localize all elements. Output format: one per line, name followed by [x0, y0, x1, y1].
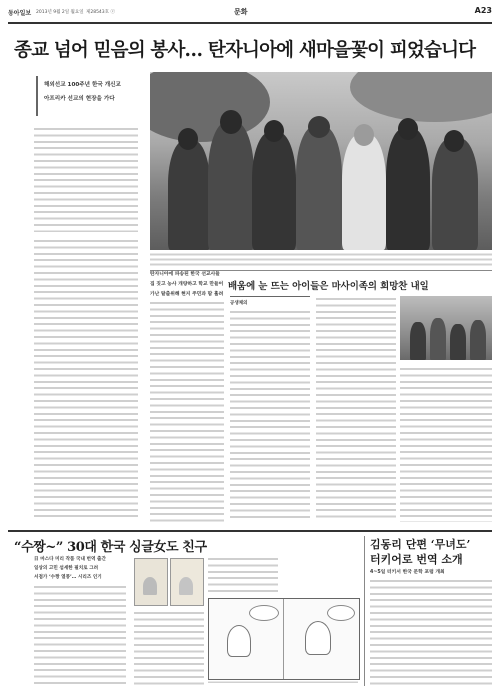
body-text-col2 — [150, 300, 224, 522]
bottom-left-text-col1 — [34, 584, 126, 686]
photo-caption — [150, 252, 492, 266]
comic-panel-divider — [283, 599, 284, 679]
sidebar-text — [230, 309, 310, 521]
comic-speech-bubble — [327, 605, 355, 621]
comic-strip — [208, 598, 360, 680]
bottom-left-deck — [34, 556, 126, 580]
body-text-col4 — [316, 296, 396, 522]
bottom-right-headline-1: 김동리 단편 ‘무녀도’ — [370, 538, 471, 551]
photo-person — [410, 322, 426, 360]
photo-person — [342, 134, 386, 250]
main-photo — [150, 72, 492, 250]
book-cover — [134, 558, 168, 606]
masthead-rule — [8, 22, 492, 24]
bottom-left-text-col2 — [134, 610, 204, 686]
photo-person — [432, 138, 478, 250]
photo-person-head — [398, 118, 418, 140]
comic-figure — [227, 625, 251, 657]
photo-person — [430, 318, 446, 360]
comic-figure — [305, 621, 331, 655]
comic-caption — [208, 680, 358, 686]
photo-tree — [150, 72, 270, 142]
photo-tree — [350, 72, 492, 122]
bottom-column-divider — [364, 536, 365, 686]
photo-person — [386, 128, 430, 250]
photo-person — [208, 122, 254, 250]
body-text-col1a — [34, 126, 138, 232]
side-deck-line3: 가난 탈출위해 현지 주민과 땀 흘려 — [150, 292, 224, 297]
photo-person-head — [178, 128, 198, 150]
photo-person — [168, 140, 210, 250]
bottom-right-headline-2: 터키어로 번역 소개 — [370, 553, 463, 566]
bottom-left-deck-line1: 日 마스다 미리 작품 국내 번역 출간 — [34, 557, 106, 562]
photo-person-head — [444, 130, 464, 152]
subhead-box — [36, 76, 138, 116]
side-deck-line2: 집 짓고 농사 개량하고 학교 만들어 — [150, 282, 224, 287]
body-text-col1b — [34, 238, 138, 518]
photo-person-head — [220, 110, 242, 134]
photo-person — [252, 132, 296, 250]
photo-person-head — [264, 120, 284, 142]
photo-person-head — [354, 124, 374, 146]
photo-person-head — [308, 116, 330, 138]
masthead — [8, 6, 492, 20]
photo-person — [450, 324, 466, 360]
bottom-right-text — [370, 578, 492, 686]
bottom-left-text-col3 — [208, 556, 278, 596]
photo-person — [470, 320, 486, 360]
book-cover — [170, 558, 204, 606]
book-cover-figure — [143, 577, 157, 595]
sidebar-box-label: 공생체의 — [230, 301, 248, 306]
sidebar-box — [230, 296, 310, 523]
bottom-left-headline: “수짱~” 30대 한국 싱글女도 친구 — [14, 540, 207, 555]
top-headline: 종교 넘어 믿음의 봉사… 탄자니아에 새마을꽃이 피었습니다 — [14, 40, 476, 61]
section-name: 문화 — [234, 8, 248, 16]
bottom-right-deck: 4~5일 터키서 한국 문학 포럼 개최 — [370, 570, 445, 575]
paper-name: 동아일보 — [8, 10, 32, 17]
small-photo — [400, 296, 492, 360]
subhead-line1: 해외선교 100주년 한국 개신교 — [44, 82, 121, 88]
side-deck-line1: 탄자니아에 파송된 한국 선교사들 — [150, 272, 220, 277]
page-number: A23 — [474, 6, 492, 15]
comic-speech-bubble — [249, 605, 279, 621]
section-divider — [8, 530, 492, 532]
bottom-left-deck-line2: 일상의 고민 섬세한 필치로 그려 — [34, 566, 99, 571]
body-text-col5 — [400, 366, 492, 522]
bottom-left-deck-line3: 서점가 ‘수짱 열풍’… 시리즈 인기 — [34, 575, 102, 580]
masthead-issue: 제28543호 ⓒ — [86, 10, 115, 15]
masthead-date: 2013년 9월 2일 월요일 — [36, 10, 84, 15]
subhead-line2: 아프리카 선교의 현장을 가다 — [44, 96, 115, 102]
photo-person — [296, 126, 342, 250]
quote-headline: 배움에 눈 뜨는 아이들은 마사이족의 희망찬 내일 — [228, 281, 429, 292]
side-deck — [150, 270, 224, 297]
book-cover-figure — [179, 577, 193, 595]
